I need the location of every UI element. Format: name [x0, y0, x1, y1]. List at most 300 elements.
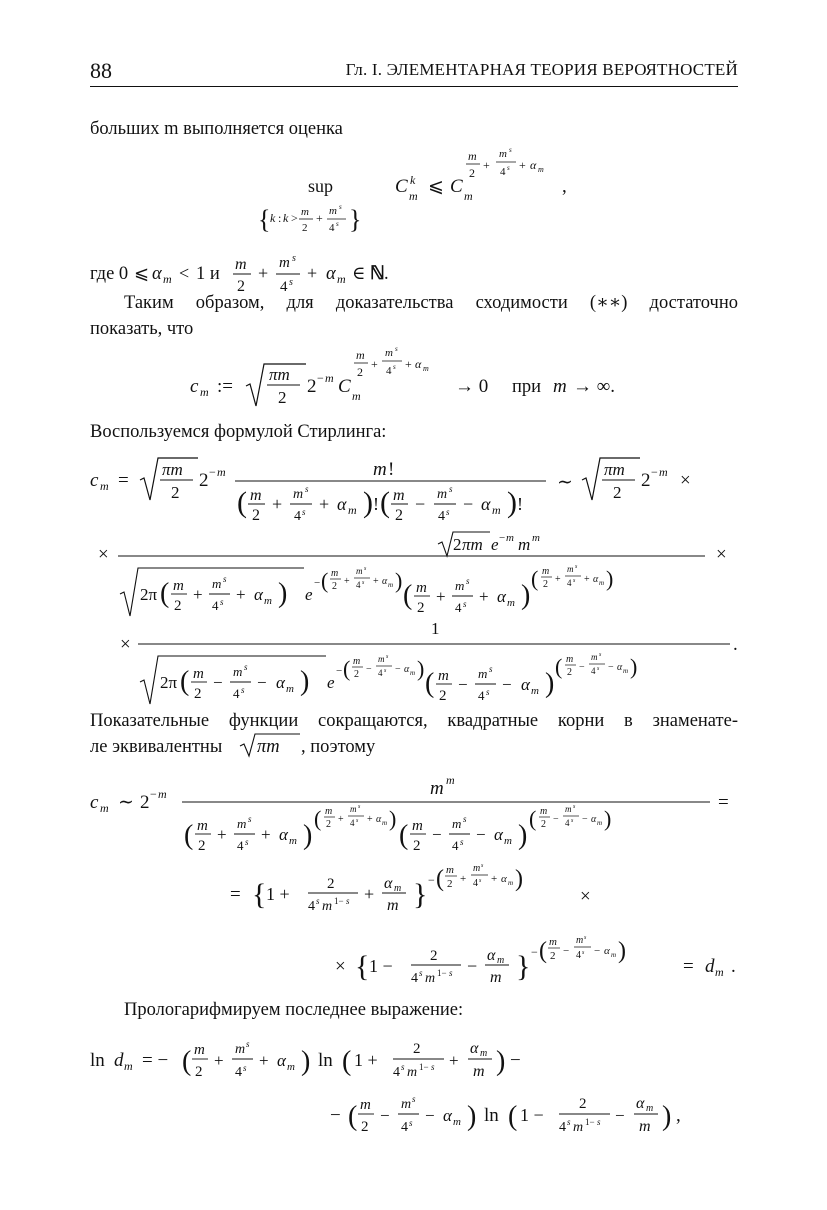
svg-text:m: m	[388, 581, 394, 589]
svg-text:): )	[467, 1101, 477, 1132]
paragraph-logarithm-intro: Прологарифмируем последнее выражение:	[124, 1000, 464, 1020]
svg-text:m: m	[356, 566, 363, 576]
svg-text:+: +	[272, 494, 283, 514]
equation-log-line1	[90, 1030, 610, 1092]
svg-text:m: m	[490, 969, 502, 986]
svg-text:4: 4	[567, 578, 572, 588]
svg-text:e: e	[491, 535, 499, 554]
svg-text:−: −	[476, 825, 486, 844]
svg-text:α: α	[443, 1106, 452, 1125]
svg-text:+: +	[217, 825, 227, 844]
svg-text:4: 4	[500, 166, 506, 178]
svg-text:>: >	[291, 211, 298, 225]
svg-text:s: s	[573, 804, 576, 810]
svg-text:πm: πm	[462, 535, 483, 554]
svg-text:2: 2	[417, 600, 425, 616]
svg-text:×: ×	[716, 544, 727, 565]
svg-text:+: +	[338, 814, 344, 825]
svg-text:×: ×	[120, 634, 131, 655]
svg-text:m: m	[538, 165, 544, 174]
svg-text:(: (	[160, 578, 170, 609]
svg-text:m: m	[197, 818, 208, 834]
equation-cm-asymptotic	[90, 772, 740, 862]
svg-text:−: −	[314, 577, 321, 589]
svg-text:m: m	[497, 955, 505, 966]
svg-text:s: s	[220, 597, 224, 607]
svg-text:C: C	[395, 176, 408, 197]
svg-text:m: m	[508, 879, 514, 887]
svg-text:m: m	[540, 806, 548, 817]
svg-text:s: s	[395, 345, 398, 353]
svg-text:(: (	[380, 486, 390, 519]
svg-text:−: −	[579, 662, 585, 673]
svg-text:4: 4	[350, 818, 355, 828]
svg-text:): )	[303, 820, 313, 851]
svg-text:m: m	[576, 935, 584, 946]
svg-text:+: +	[405, 357, 412, 371]
equation-cm-definition	[190, 340, 650, 420]
svg-text:): )	[389, 806, 397, 831]
svg-text:sup: sup	[308, 176, 334, 196]
svg-text:α: α	[487, 947, 496, 964]
svg-text:α: α	[404, 664, 410, 675]
svg-text:s: s	[356, 818, 359, 824]
svg-text:→ 0: → 0	[455, 376, 489, 397]
svg-text:m: m	[407, 1065, 418, 1080]
svg-text:m: m	[100, 479, 109, 493]
svg-text:α: α	[384, 875, 393, 892]
svg-text:2: 2	[395, 507, 403, 524]
svg-text:2: 2	[550, 950, 556, 962]
svg-text:ln: ln	[484, 1105, 499, 1126]
svg-text:4: 4	[576, 950, 581, 961]
svg-text:−: −	[467, 956, 478, 976]
svg-text:+: +	[584, 574, 590, 585]
svg-text:m: m	[325, 371, 334, 385]
svg-text:s: s	[289, 277, 293, 288]
svg-text:m: m	[623, 667, 629, 675]
svg-text:1 −: 1 −	[369, 956, 393, 976]
svg-text:4: 4	[565, 818, 570, 828]
svg-text:πm: πm	[269, 365, 290, 384]
svg-text:m: m	[289, 835, 297, 847]
svg-text:+: +	[555, 574, 561, 585]
svg-text:(: (	[343, 656, 351, 681]
svg-text:): )	[604, 806, 612, 831]
svg-text:m: m	[217, 465, 226, 479]
svg-text:s: s	[246, 1039, 250, 1049]
svg-text:(: (	[314, 806, 322, 831]
svg-text:+: +	[319, 494, 330, 514]
svg-text:m: m	[163, 272, 172, 286]
svg-text:−: −	[458, 675, 468, 694]
equation-brace-line1	[230, 860, 630, 930]
svg-text:(: (	[508, 1101, 518, 1132]
svg-text:m: m	[287, 1061, 295, 1073]
svg-text:m: m	[715, 965, 724, 979]
svg-text:1: 1	[431, 619, 440, 638]
svg-text:(: (	[342, 1046, 352, 1077]
svg-text:2: 2	[307, 376, 317, 397]
svg-text:+: +	[491, 873, 498, 885]
svg-text:s: s	[384, 668, 387, 674]
svg-text:m: m	[410, 669, 416, 677]
svg-text:): )	[363, 486, 373, 519]
svg-text:2: 2	[252, 507, 260, 524]
svg-text:2: 2	[332, 581, 337, 592]
svg-text:s: s	[509, 146, 512, 154]
svg-text:m: m	[373, 459, 387, 480]
svg-text:ln: ln	[318, 1050, 333, 1071]
running-header	[90, 58, 738, 87]
svg-text:+: +	[373, 576, 379, 587]
svg-text:α: α	[326, 264, 336, 284]
svg-text:m: m	[437, 487, 448, 502]
svg-text:m: m	[378, 654, 385, 664]
svg-text:4: 4	[559, 1120, 566, 1135]
svg-text:α: α	[152, 264, 162, 284]
svg-text:α: α	[276, 673, 285, 692]
svg-text:4: 4	[386, 365, 392, 377]
svg-text:+: +	[519, 158, 526, 172]
svg-text:m: m	[353, 656, 361, 667]
svg-text:m: m	[385, 347, 393, 359]
svg-text:s: s	[419, 968, 423, 978]
svg-text:(: (	[531, 566, 539, 591]
svg-text:4: 4	[356, 580, 361, 590]
svg-text:m: m	[393, 487, 405, 504]
svg-text:m: m	[286, 683, 294, 695]
svg-text:): )	[618, 938, 626, 964]
svg-text:m: m	[446, 773, 455, 787]
svg-text:4: 4	[280, 279, 288, 295]
svg-text:+: +	[258, 263, 269, 283]
svg-text:s: s	[479, 878, 482, 884]
svg-text:α: α	[382, 576, 388, 587]
svg-text:m: m	[387, 897, 399, 914]
svg-text:m: m	[453, 1116, 461, 1128]
svg-text:m: m	[639, 1118, 651, 1135]
svg-text:×: ×	[98, 544, 109, 565]
svg-text:ле эквивалентны: ле эквивалентны	[90, 737, 223, 757]
svg-text:m: m	[480, 1048, 488, 1059]
svg-text:2: 2	[354, 669, 359, 680]
svg-text:m: m	[322, 899, 333, 914]
svg-text:(: (	[180, 666, 190, 697]
svg-text:α: α	[337, 494, 347, 514]
paragraph-stirling-intro: Воспользуемся формулой Стирлинга:	[90, 422, 387, 442]
svg-text:4: 4	[452, 838, 459, 853]
svg-text:2: 2	[439, 688, 447, 704]
svg-text:α: α	[415, 357, 422, 371]
svg-text:m: m	[350, 804, 357, 814]
svg-text:α: α	[617, 662, 623, 673]
svg-text:α: α	[279, 825, 288, 844]
svg-text:m: m	[235, 1042, 246, 1057]
svg-text:(: (	[184, 820, 194, 851]
svg-text:4: 4	[235, 1065, 242, 1080]
svg-text:s: s	[449, 968, 453, 978]
svg-text:m: m	[504, 835, 512, 847]
svg-text:−: −	[432, 825, 442, 844]
svg-text:−: −	[330, 1105, 341, 1126]
svg-text:m: m	[430, 778, 444, 799]
svg-text:s: s	[412, 1094, 416, 1104]
svg-text:): )	[630, 654, 638, 679]
svg-text::: :	[278, 211, 282, 225]
svg-text:m: m	[401, 1097, 412, 1112]
svg-text:α: α	[470, 1040, 479, 1057]
svg-text:<: <	[179, 263, 190, 283]
svg-text:c: c	[90, 792, 99, 813]
running-title: Гл. I. ЭЛЕМЕНТАРНАЯ ТЕОРИЯ ВЕРОЯТНОСТЕЙ	[345, 60, 738, 79]
svg-text:2: 2	[194, 686, 202, 702]
svg-text:): )	[545, 668, 555, 699]
svg-text:m: m	[518, 535, 531, 554]
svg-text:): )	[278, 578, 288, 609]
svg-text:×: ×	[680, 470, 691, 491]
svg-text:s: s	[489, 664, 493, 674]
svg-text:m: m	[194, 1042, 205, 1058]
svg-text:!: !	[517, 494, 523, 514]
page-number: 88	[90, 58, 112, 83]
svg-text:{: {	[252, 878, 267, 911]
svg-text:m: m	[473, 1063, 485, 1080]
svg-text:(: (	[529, 806, 537, 831]
svg-text:m: m	[499, 148, 507, 160]
svg-text:s: s	[567, 1117, 571, 1127]
paragraph-convergence-line2: показать, что	[90, 319, 194, 339]
svg-text:2: 2	[613, 483, 622, 502]
svg-text:+: +	[307, 263, 318, 283]
svg-text:2: 2	[302, 222, 308, 234]
svg-text:=: =	[718, 792, 729, 813]
svg-text:s: s	[244, 662, 248, 672]
svg-text:α: α	[593, 574, 599, 585]
svg-text:2: 2	[430, 948, 438, 964]
svg-text:s: s	[597, 666, 600, 672]
svg-text:s: s	[316, 896, 320, 906]
svg-text:m: m	[423, 364, 429, 373]
svg-text:m: m	[360, 1097, 371, 1113]
svg-text:2: 2	[413, 838, 421, 854]
svg-text:−: −	[553, 814, 559, 825]
svg-text:m: m	[446, 864, 454, 876]
svg-text:m: m	[200, 385, 209, 399]
svg-text:−: −	[463, 494, 474, 514]
svg-text:m: m	[409, 189, 418, 203]
svg-text:1 +: 1 +	[354, 1050, 378, 1070]
svg-text:m: m	[279, 255, 290, 271]
equation-stirling-line2	[90, 530, 740, 620]
svg-text:!: !	[373, 494, 379, 514]
svg-text:1 −: 1 −	[520, 1105, 544, 1125]
svg-text:m: m	[348, 503, 357, 517]
svg-text:m: m	[382, 819, 388, 827]
svg-text:m: m	[356, 348, 365, 362]
svg-text:): )	[301, 1046, 311, 1077]
svg-text:ln: ln	[90, 1050, 105, 1071]
svg-text:m: m	[412, 818, 423, 834]
svg-text:.: .	[733, 634, 738, 655]
svg-text:): )	[417, 656, 425, 681]
svg-text:s: s	[243, 1063, 247, 1073]
svg-text:(: (	[399, 820, 409, 851]
svg-text:α: α	[497, 587, 506, 606]
svg-text:k: k	[410, 173, 416, 187]
svg-text:2: 2	[447, 878, 453, 890]
svg-text:c: c	[190, 376, 199, 397]
svg-text:(: (	[403, 580, 413, 611]
svg-text:−: −	[257, 673, 267, 692]
svg-text:2: 2	[326, 819, 331, 830]
svg-text:): )	[662, 1101, 672, 1132]
svg-text:2: 2	[278, 388, 287, 407]
svg-text:m: m	[394, 883, 402, 894]
svg-text:+: +	[483, 158, 490, 172]
equation-stirling-line1	[90, 448, 740, 528]
svg-text:4: 4	[233, 686, 240, 701]
svg-text:1−: 1−	[334, 896, 344, 906]
svg-text:.: .	[731, 956, 736, 977]
svg-text:s: s	[575, 564, 578, 570]
svg-text:1 +: 1 +	[266, 884, 290, 904]
svg-text:m: m	[531, 685, 539, 697]
svg-text:2: 2	[140, 792, 150, 813]
svg-text:−: −	[428, 873, 435, 887]
svg-text:s: s	[305, 484, 309, 494]
svg-text:ℕ: ℕ	[370, 264, 385, 284]
svg-text:α: α	[494, 825, 503, 844]
svg-text:−: −	[531, 945, 538, 959]
svg-text:2: 2	[237, 278, 245, 295]
svg-text:= −: = −	[142, 1050, 169, 1071]
svg-text:4: 4	[308, 899, 315, 914]
svg-text:2: 2	[541, 819, 546, 830]
svg-text:): )	[518, 820, 528, 851]
svg-text:, поэтому: , поэтому	[301, 737, 376, 757]
svg-text:2: 2	[199, 470, 209, 491]
svg-text:m: m	[212, 576, 222, 591]
svg-text:s: s	[358, 804, 361, 810]
svg-text:m: m	[565, 804, 572, 814]
svg-text:=: =	[118, 470, 129, 491]
svg-text:m: m	[425, 971, 436, 986]
svg-text:m: m	[452, 816, 462, 831]
svg-text:s: s	[597, 1117, 601, 1127]
svg-text:1 и: 1 и	[196, 264, 220, 284]
svg-text:m: m	[492, 503, 501, 517]
svg-text:m: m	[233, 664, 243, 679]
svg-text:s: s	[386, 654, 389, 660]
svg-text:m: m	[352, 389, 361, 403]
svg-text:s: s	[223, 574, 227, 584]
svg-text:2: 2	[198, 838, 206, 854]
svg-text:s: s	[362, 580, 365, 586]
svg-text:}: }	[349, 205, 362, 234]
svg-text:2π: 2π	[140, 585, 158, 604]
svg-text:−: −	[395, 664, 401, 675]
svg-text:m: m	[473, 863, 481, 874]
svg-text:2: 2	[579, 1096, 587, 1112]
svg-text:−: −	[499, 532, 506, 544]
svg-text:{: {	[355, 950, 370, 983]
svg-text:m: m	[507, 597, 515, 609]
svg-text:,: ,	[562, 176, 567, 197]
svg-text:πm: πm	[257, 737, 280, 757]
svg-text:m: m	[591, 652, 598, 662]
svg-text:=: =	[230, 884, 241, 905]
svg-text:m: m	[329, 205, 337, 217]
svg-text:{: {	[258, 205, 271, 234]
svg-text:m: m	[193, 666, 204, 682]
svg-text:m: m	[549, 936, 557, 948]
svg-text:s: s	[241, 685, 245, 695]
svg-text:+: +	[193, 585, 203, 604]
svg-text:k: k	[270, 211, 276, 225]
svg-text:2: 2	[174, 598, 182, 614]
svg-text:+: +	[214, 1051, 224, 1070]
svg-text:при: при	[512, 377, 542, 397]
svg-text:d: d	[705, 956, 715, 977]
equation-sup-estimate	[250, 140, 590, 245]
svg-text:s: s	[582, 950, 585, 956]
svg-text:−: −	[150, 787, 157, 801]
svg-text:m: m	[597, 819, 603, 827]
svg-text:−: −	[615, 1106, 625, 1125]
svg-text:m: m	[124, 1059, 133, 1073]
svg-text:m: m	[293, 487, 304, 502]
svg-text:m: m	[646, 1103, 654, 1114]
svg-text:1−: 1−	[585, 1117, 595, 1127]
svg-text:s: s	[364, 566, 367, 572]
svg-text:+: +	[259, 1051, 269, 1070]
equation-brace-line2	[335, 930, 745, 1000]
svg-text:α: α	[501, 873, 507, 885]
svg-text:1−: 1−	[437, 968, 447, 978]
svg-text:+: +	[364, 884, 375, 904]
svg-text:πm: πm	[162, 460, 183, 479]
svg-text:4: 4	[294, 509, 301, 524]
svg-text:s: s	[466, 576, 470, 586]
svg-text:α: α	[481, 494, 491, 514]
svg-text:m: m	[455, 578, 465, 593]
svg-text:+: +	[261, 825, 271, 844]
svg-text:s: s	[302, 507, 306, 517]
svg-text:2: 2	[171, 483, 180, 502]
svg-text:=: =	[683, 956, 694, 977]
svg-text:): )	[606, 566, 614, 591]
svg-text:m: m	[506, 532, 514, 544]
svg-text:2: 2	[453, 535, 462, 554]
svg-text:m: m	[173, 578, 184, 594]
svg-text:!: !	[388, 459, 395, 480]
svg-text:2: 2	[641, 470, 651, 491]
svg-text:m: m	[301, 206, 309, 218]
svg-text:−: −	[502, 675, 512, 694]
svg-text:−: −	[415, 494, 426, 514]
svg-text:−: −	[336, 665, 343, 677]
svg-text:m: m	[331, 568, 339, 579]
svg-text:}: }	[516, 950, 531, 983]
svg-text:−: −	[425, 1106, 435, 1125]
svg-text:d: d	[114, 1050, 124, 1071]
svg-text:m: m	[438, 668, 449, 684]
svg-text:2: 2	[195, 1064, 203, 1080]
svg-text:s: s	[346, 896, 350, 906]
svg-text:(: (	[555, 654, 563, 679]
svg-text:s: s	[584, 935, 587, 941]
